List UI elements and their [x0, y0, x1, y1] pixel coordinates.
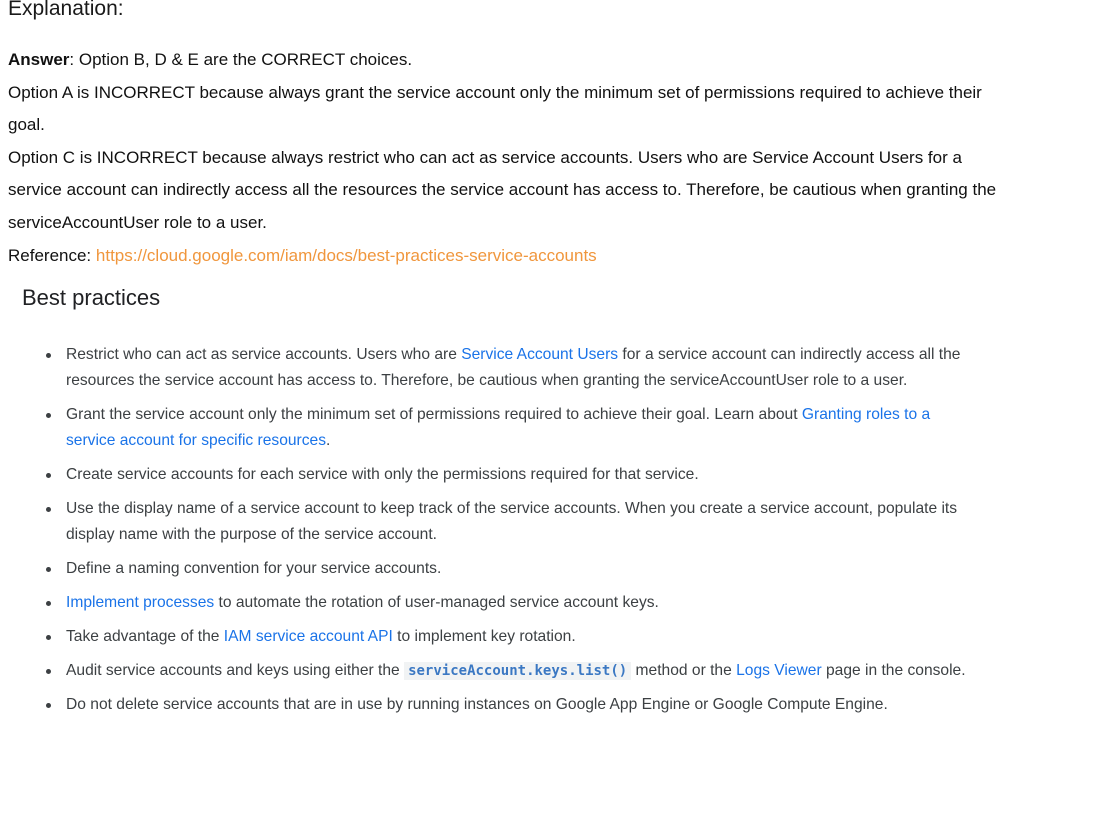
reference-label: Reference:	[8, 245, 96, 265]
logs-viewer-link[interactable]: Logs Viewer	[736, 662, 822, 679]
list-item: Audit service accounts and keys using either the serviceAccount.keys.list() method or the Logs Viewer page in the console.	[22, 658, 982, 684]
answer-label: Answer	[8, 50, 70, 69]
list-item: Use the display name of a service account to keep track of the service accounts. When you create a service account, populate its display name with the purpose of the service account.	[22, 496, 982, 548]
bullet-icon	[46, 353, 51, 358]
granting-roles-link[interactable]: Granting roles to a service account for specific resources	[66, 406, 931, 449]
bullet-icon	[46, 669, 51, 674]
reference-line	[8, 240, 1008, 273]
list-item: Create service accounts for each service with only the permissions required for that service.	[22, 462, 982, 488]
best-practices-section	[22, 282, 982, 713]
explanation-body	[8, 44, 1008, 272]
list-item: Grant the service account only the minimum set of permissions required to achieve their goal. Learn about Granting roles to a service account for specific resources.	[22, 402, 982, 454]
reference-link[interactable]: https://cloud.google.com/iam/docs/best-practices-service-accounts	[95, 245, 597, 265]
bullet-icon	[46, 413, 51, 418]
iam-service-account-api-link[interactable]: IAM service account API	[223, 628, 393, 645]
keys-list-method-link[interactable]: serviceAccount.keys.list()	[404, 662, 631, 680]
list-item: Implement processes to automate the rotation of user-managed service account keys.	[22, 590, 982, 616]
list-item: Restrict who can act as service accounts. Users who are Service Account Users for a service account can indirectly access all the resources the service account has access to. Therefore, be cautious when granting the serviceAccountUser role to a user.	[22, 342, 982, 394]
implement-processes-link[interactable]: Implement processes	[66, 594, 215, 611]
bullet-icon	[46, 635, 51, 640]
bullet-icon	[46, 507, 51, 512]
bullet-icon	[46, 567, 51, 572]
list-item: Define a naming convention for your service accounts.	[22, 556, 982, 582]
bullet-icon	[46, 703, 51, 708]
answer-line	[8, 44, 1008, 77]
bullet-icon	[46, 601, 51, 606]
bullet-icon	[46, 473, 51, 478]
list-item: Take advantage of the IAM service account API to implement key rotation.	[22, 624, 982, 650]
service-account-users-link[interactable]: Service Account Users	[461, 346, 619, 363]
explanation-heading: Explanation:	[8, 0, 124, 20]
best-practices-list	[22, 342, 982, 726]
list-item: Do not delete service accounts that are in use by running instances on Google App Engine or Google Compute Engine.	[22, 692, 982, 718]
answer-text: : Option B, D & E are the CORRECT choices.	[69, 50, 413, 69]
best-practices-title: Best practices	[22, 285, 161, 310]
explanation-option-a: Option A is INCORRECT because always grant the service account only the minimum set of permissions required to achieve their goal.	[8, 82, 982, 135]
explanation-option-c: Option C is INCORRECT because always restrict who can act as service accounts. Users who are Service Account Users for a service account can indirectly access all the resources the service account has access to. Therefore, be cautious when granting the serviceAccountUser role to a user.	[8, 147, 997, 232]
